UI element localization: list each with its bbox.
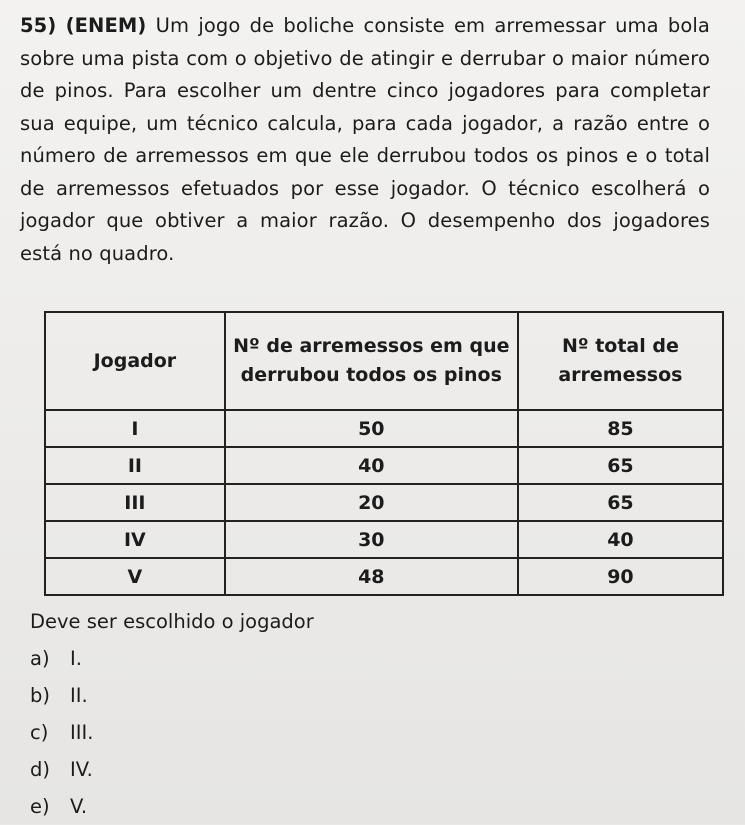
option-a[interactable] [30,640,93,677]
table-header-row [45,312,723,410]
cell-all-pins: 20 [225,484,518,521]
option-letter: a) [30,647,50,670]
option-letter: e) [30,795,50,818]
cell-total: 65 [518,484,723,521]
option-letter: b) [30,684,50,707]
cell-all-pins: 40 [225,447,518,484]
option-e[interactable] [30,788,93,825]
cell-player: III [45,484,225,521]
option-text: IV. [70,758,93,781]
cell-player: IV [45,521,225,558]
option-text: II. [70,684,88,707]
header-all-pins: Nº de arremessos em que derrubou todos os pinos [225,312,518,410]
header-player: Jogador [45,312,225,410]
option-letter: d) [30,758,50,781]
option-text: III. [70,721,94,744]
cell-all-pins: 48 [225,558,518,595]
answer-prompt: Deve ser escolhido o jogador [30,610,314,633]
option-c[interactable] [30,714,93,751]
cell-all-pins: 30 [225,521,518,558]
question-source: (ENEM) [65,14,147,37]
table-row [45,410,723,447]
option-b[interactable] [30,677,93,714]
players-table [44,311,724,596]
cell-player: V [45,558,225,595]
option-text: I. [70,647,82,670]
question-statement [20,10,710,270]
table-row [45,484,723,521]
cell-total: 40 [518,521,723,558]
table-row [45,521,723,558]
cell-player: II [45,447,225,484]
option-text: V. [70,795,88,818]
option-letter: c) [30,721,49,744]
question-number: 55) [20,14,57,37]
cell-all-pins: 50 [225,410,518,447]
table-row [45,558,723,595]
cell-total: 65 [518,447,723,484]
cell-player: I [45,410,225,447]
cell-total: 85 [518,410,723,447]
question-text: Um jogo de boliche consiste em arremessar uma bola sobre uma pista com o objetivo de atingir e derrubar o maior número de pinos. Para escolher um dentre cinco jogadores para completar sua equipe, um técnico calcula, para cada jogador, a razão entre o número de arremessos em que ele derrubou todos os pinos e o total de arremessos efetuados por esse jogador. O técnico escolherá o jogador que obtiver a maior razão. O desempenho dos jogadores está no quadro. [20,14,710,265]
cell-total: 90 [518,558,723,595]
header-total: Nº total de arremessos [518,312,723,410]
option-d[interactable] [30,751,93,788]
answer-options [30,640,93,825]
table-row [45,447,723,484]
